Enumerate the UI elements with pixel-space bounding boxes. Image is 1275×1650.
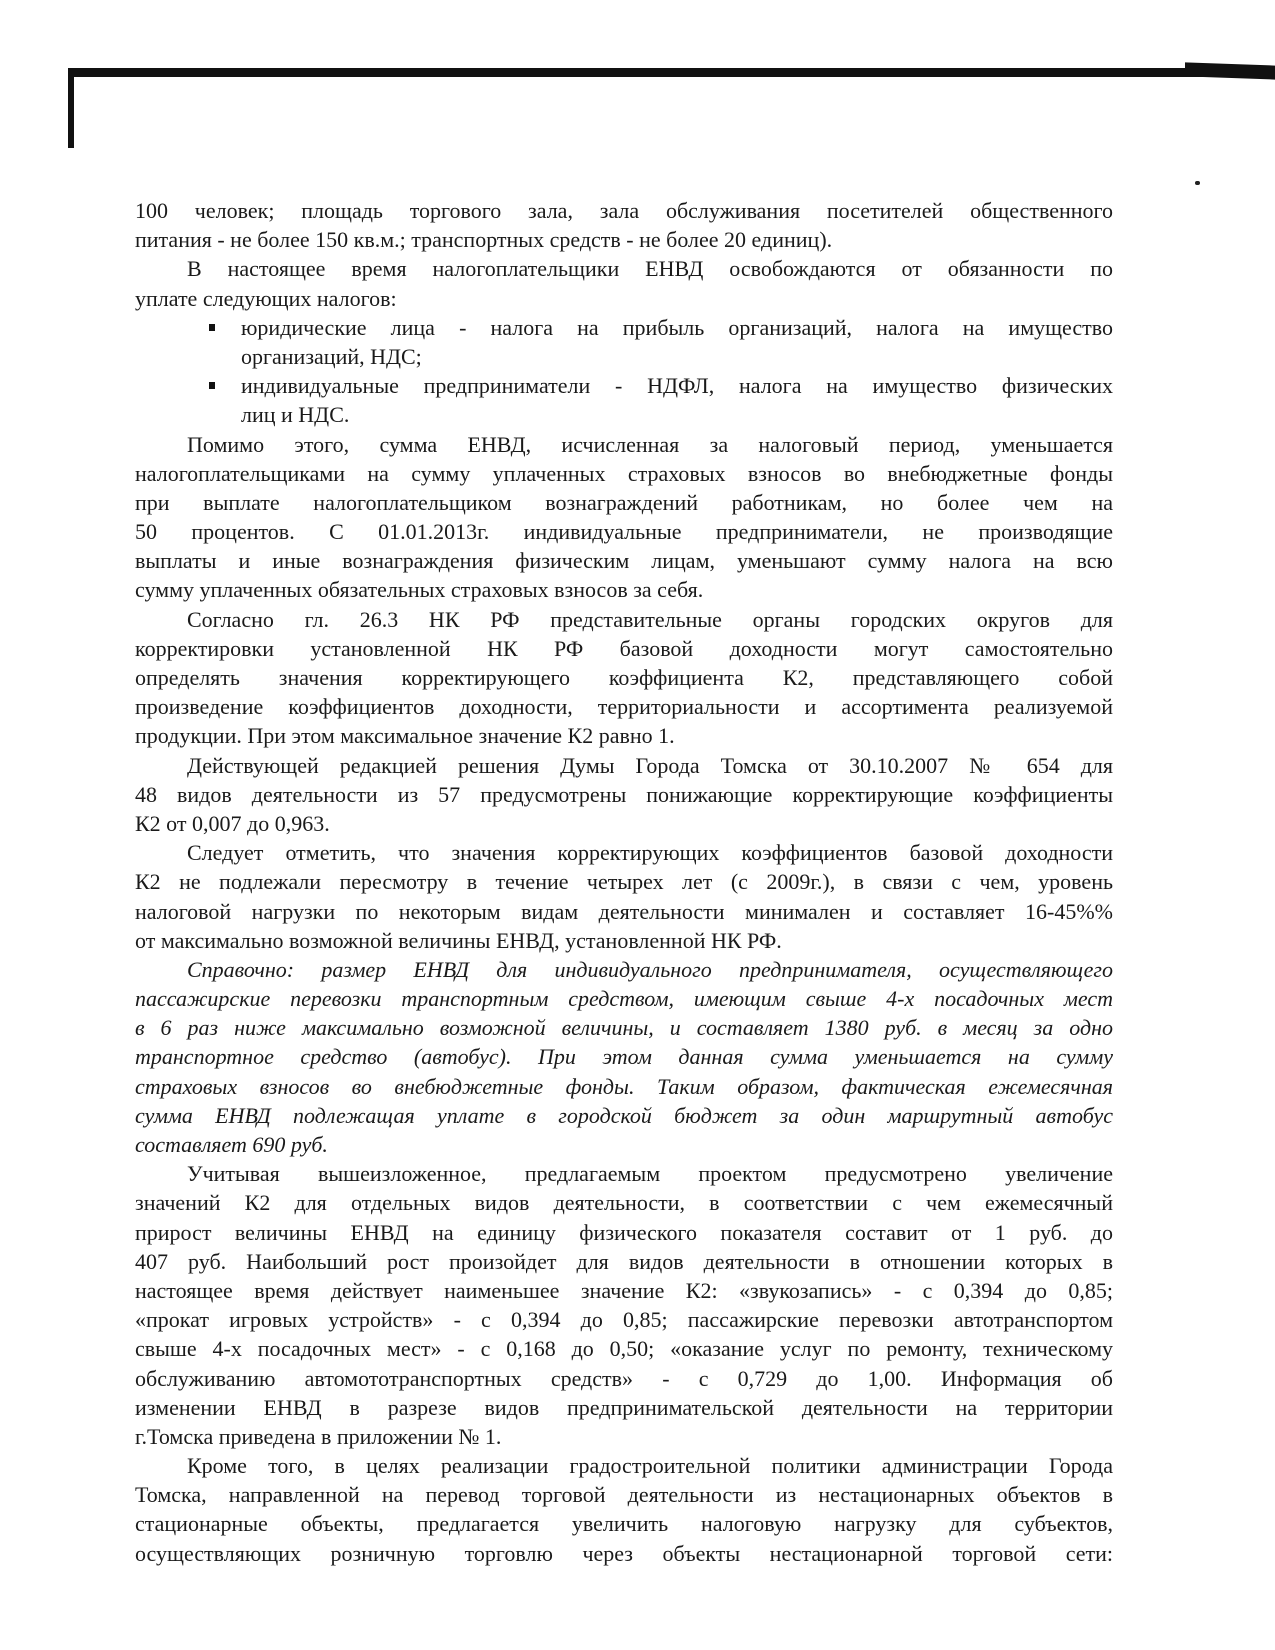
bullet-item <box>135 313 1113 371</box>
text-line: организаций, НДС; <box>241 343 422 369</box>
paragraph <box>135 1451 1113 1568</box>
text-line: транспортное средство (автобус). При этом данная сумма уменьшается на сумму <box>135 1044 1113 1070</box>
text-line: 100 человек; площадь торгового зала, зала обслуживания посетителей общественного <box>135 198 1113 223</box>
text-line: составляет 690 руб. <box>135 1132 328 1157</box>
text-line: индивидуальные предприниматели - НДФЛ, налога на имущество физических <box>241 373 1113 399</box>
text-line: стационарные объекты, предлагается увеличить налоговую нагрузку для субъектов, <box>135 1511 1113 1537</box>
text-line: настоящее время действует наименьшее значение К2: «звукозапись» - с 0,394 до 0,85; <box>135 1277 1113 1303</box>
text-line: корректировки установленной НК РФ базовой доходности могут самостоятельно <box>135 635 1113 661</box>
paragraph <box>135 751 1113 839</box>
bullet-icon <box>209 382 215 389</box>
text-line: г.Томска приведена в приложении № 1. <box>135 1423 502 1449</box>
scan-border-left <box>68 68 74 148</box>
bullet-item <box>135 371 1113 429</box>
text-line: при выплате налогоплательщиком вознаграждений работникам, но более чем на <box>135 489 1113 515</box>
text-line: 407 руб. Наибольший рост произойдет для видов деятельности в отношении которых в <box>135 1248 1113 1274</box>
text-line: страховых взносов во внебюджетные фонды. Таким образом, фактическая ежемесячная <box>135 1073 1113 1099</box>
text-line: пассажирские перевозки транспортным средством, имеющим свыше 4-х посадочных мест <box>135 986 1113 1012</box>
text-line: налогоплательщиками на сумму уплаченных страховых взносов во внебюджетные фонды <box>135 460 1113 486</box>
scan-border-top <box>68 68 1275 77</box>
text-line: определять значения корректирующего коэффициента К2, представляющего собой <box>135 665 1113 690</box>
text-line: уплате следующих налогов: <box>135 285 397 311</box>
text-line: Томска, направленной на перевод торговой деятельности из нестационарных объектов в <box>135 1482 1113 1508</box>
text-line: выплаты и иные вознаграждения физическим лицам, уменьшают сумму налога на всю <box>135 548 1113 574</box>
text-line: осуществляющих розничную торговлю через объекты нестационарной торговой сети: <box>135 1540 1113 1566</box>
text-line: Следует отметить, что значения корректирующих коэффициентов базовой доходности <box>187 840 1113 866</box>
text-line: значений К2 для отдельных видов деятельности, в соответствии с чем ежемесячный <box>135 1190 1113 1216</box>
text-line: произведение коэффициентов доходности, территориальности и ассортимента реализуемой <box>135 694 1113 720</box>
text-line: лиц и НДС. <box>241 402 350 428</box>
text-line: Помимо этого, сумма ЕНВД, исчисленная за налоговый период, уменьшается <box>187 431 1113 457</box>
text-line: К2 от 0,007 до 0,963. <box>135 810 330 836</box>
paragraph <box>135 605 1113 751</box>
text-line: в 6 раз ниже максимально возможной величины, и составляет 1380 руб. в месяц за одно <box>135 1015 1113 1041</box>
reference-note-paragraph <box>135 955 1113 1159</box>
text-line: от максимально возможной величины ЕНВД, установленной НК РФ. <box>135 927 782 953</box>
text-line: продукции. При этом максимальное значение К2 равно 1. <box>135 723 675 749</box>
paragraph <box>135 1159 1113 1451</box>
bullet-icon <box>209 324 215 331</box>
text-line: Действующей редакцией решения Думы Города Томска от 30.10.2007 № 654 для <box>187 752 1113 778</box>
text-line: Согласно гл. 26.3 НК РФ представительные органы городских округов для <box>187 606 1113 632</box>
text-line: К2 не подлежали пересмотру в течение четырех лет (с 2009г.), в связи с чем, уровень <box>135 869 1113 895</box>
text-line: 50 процентов. С 01.01.2013г. индивидуальные предприниматели, не производящие <box>135 519 1113 545</box>
text-line: 48 видов деятельности из 57 предусмотрены понижающие корректирующие коэффициенты <box>135 781 1113 807</box>
paragraph <box>135 196 1113 254</box>
text-line: юридические лица - налога на прибыль организаций, налога на имущество <box>241 314 1113 340</box>
paragraph <box>135 838 1113 955</box>
paragraph <box>135 254 1113 312</box>
paragraph <box>135 430 1113 605</box>
scan-speck <box>1195 181 1200 185</box>
document-body <box>135 196 1113 1568</box>
text-line: Кроме того, в целях реализации градостроительной политики администрации Города <box>187 1453 1113 1479</box>
text-line: Учитывая вышеизложенное, предлагаемым проектом предусмотрено увеличение <box>187 1161 1113 1187</box>
text-line: питания - не более 150 кв.м.; транспортных средств - не более 20 единиц). <box>135 227 833 253</box>
text-line: прирост величины ЕНВД на единицу физического показателя составит от 1 руб. до <box>135 1219 1113 1245</box>
text-line: «прокат игровых устройств» - с 0,394 до 0,85; пассажирские перевозки автотранспортом <box>135 1307 1113 1333</box>
scan-border-top-right <box>1185 62 1275 79</box>
text-line: свыше 4-х посадочных мест» - с 0,168 до 0,50; «оказание услуг по ремонту, техническому <box>135 1336 1113 1362</box>
text-line: изменении ЕНВД в разрезе видов предпринимательской деятельности на территории <box>135 1394 1113 1420</box>
text-line: обслуживанию автомототранспортных средств» - с 0,729 до 1,00. Информация об <box>135 1365 1113 1391</box>
text-line: Справочно: размер ЕНВД для индивидуального предпринимателя, осуществляющего <box>187 956 1113 982</box>
text-line: В настоящее время налогоплательщики ЕНВД освобождаются от обязанности по <box>187 256 1113 282</box>
text-line: сумма ЕНВД подлежащая уплате в городской бюджет за один маршрутный автобус <box>135 1102 1113 1128</box>
text-line: сумму уплаченных обязательных страховых взносов за себя. <box>135 577 704 603</box>
text-line: налоговой нагрузки по некоторым видам деятельности минимален и составляет 16-45%% <box>135 898 1113 924</box>
